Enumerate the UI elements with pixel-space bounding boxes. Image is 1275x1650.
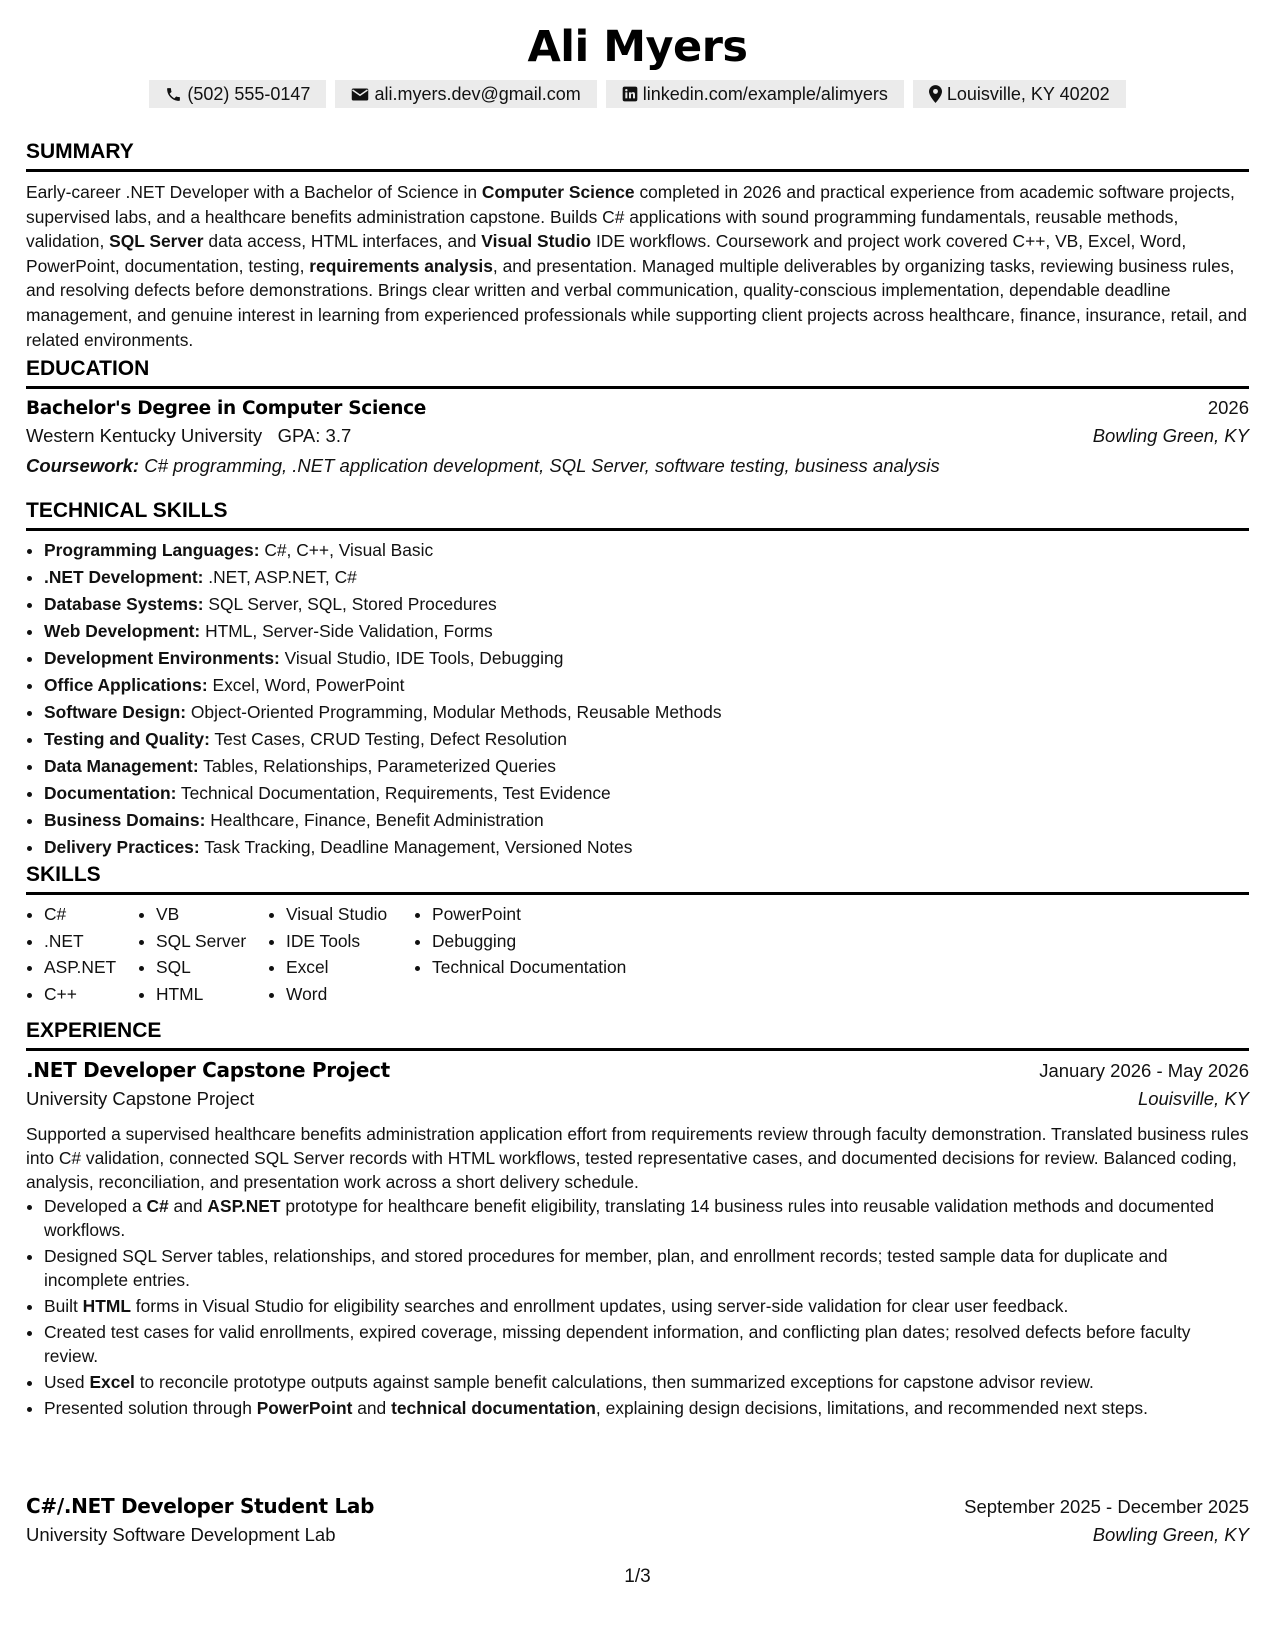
coursework-line: [26, 455, 1249, 485]
skill-category: Development Environments:: [44, 648, 280, 668]
list-item: • C++: [44, 981, 138, 1008]
linkedin-icon: [622, 86, 638, 102]
technical-skills-list: [26, 537, 1249, 861]
list-item: [44, 564, 1249, 591]
section-title: TECHNICAL SKILLS: [26, 499, 228, 522]
summary-highlight: SQL Server: [109, 231, 204, 252]
section-title: EDUCATION: [26, 357, 150, 380]
technical-skills-section: [26, 498, 1249, 861]
skill-values: Object-Oriented Programming, Modular Methods, Reusable Methods: [190, 702, 722, 722]
gpa: GPA: 3.7: [277, 425, 352, 446]
envelope-icon: [351, 87, 369, 102]
phone-text: (502) 555-0147: [187, 83, 311, 104]
contact-bar: [26, 80, 1249, 108]
skill-category: Programming Languages:: [44, 540, 260, 560]
list-item: [44, 672, 1249, 699]
bullet-highlight: technical documentation: [391, 1398, 596, 1418]
section-divider: [26, 169, 1249, 172]
job-title: .NET Developer Capstone Project: [26, 1058, 390, 1082]
list-item: [44, 699, 1249, 726]
bullet-text: prototype for healthcare benefit eligibility, translating 14 business rules into reusable validation methods and documented workflows.: [44, 1196, 1215, 1240]
job-location: Louisville, KY: [1137, 1088, 1249, 1109]
job-dates: September 2025 - December 2025: [964, 1496, 1249, 1517]
contact-location: [913, 80, 1126, 108]
skill-values: Task Tracking, Deadline Management, Versioned Notes: [204, 837, 633, 857]
bullet-text: , explaining design decisions, limitations, and recommended next steps.: [595, 1398, 1148, 1418]
experience-entry: [26, 1494, 1249, 1552]
graduation-year: 2026: [1207, 397, 1249, 418]
list-item: [44, 1396, 1249, 1420]
list-item: • HTML: [156, 981, 268, 1008]
email-text: ali.myers.dev@gmail.com: [374, 83, 581, 104]
list-item: [44, 537, 1249, 564]
summary-text: completed in 2026 and practical experience from academic software projects, supervised labs, and a healthcare benefits administration capstone. Builds C# applications with sound programming fundamentals, reusable methods, validation,: [26, 182, 1235, 252]
skill-category: Testing and Quality:: [44, 729, 210, 749]
summary-paragraph: [26, 180, 1249, 352]
skill-values: Technical Documentation, Requirements, Test Evidence: [180, 783, 611, 803]
list-item: [44, 1294, 1249, 1318]
list-item: [44, 1244, 1249, 1292]
bullet-highlight: C#: [146, 1196, 169, 1216]
skill-values: Visual Studio, IDE Tools, Debugging: [284, 648, 564, 668]
school-name-gpa: [26, 425, 351, 447]
job-bullets: [26, 1194, 1249, 1420]
summary-text: data access, HTML interfaces, and: [203, 231, 482, 252]
bullet-highlight: HTML: [82, 1296, 131, 1316]
degree-row: [26, 397, 1249, 425]
list-item: [44, 834, 1249, 861]
location-pin-icon: [929, 85, 942, 103]
location-text: Louisville, KY 40202: [946, 83, 1110, 104]
section-divider: [26, 892, 1249, 895]
list-item: • ASP.NET: [44, 954, 138, 981]
job-location: Bowling Green, KY: [1092, 1524, 1249, 1545]
list-item: • C#: [44, 901, 138, 928]
experience-entry: [26, 1058, 1249, 1420]
degree-title: Bachelor's Degree in Computer Science: [26, 398, 427, 419]
list-item: • IDE Tools: [286, 928, 414, 955]
page-number: 1/3: [624, 1566, 651, 1587]
section-divider: [26, 386, 1249, 389]
skill-category: Delivery Practices:: [44, 837, 200, 857]
skill-values: HTML, Server-Side Validation, Forms: [205, 621, 493, 641]
skill-category: Documentation:: [44, 783, 177, 803]
list-item: • .NET: [44, 928, 138, 955]
bullet-text: Built: [44, 1296, 83, 1316]
job-dates: January 2026 - May 2026: [1039, 1060, 1249, 1081]
summary-text: IDE workflows. Coursework and project work covered C++, VB, Excel, Word, PowerPoint, documentation, testing,: [26, 231, 1187, 276]
list-item: [44, 645, 1249, 672]
skills-column: [268, 901, 414, 1008]
bullet-text: and: [168, 1196, 208, 1216]
skill-category: Web Development:: [44, 621, 201, 641]
bullet-highlight: PowerPoint: [256, 1398, 353, 1418]
skill-values: Healthcare, Finance, Benefit Administration: [210, 810, 544, 830]
section-title: SKILLS: [26, 863, 101, 886]
section-title: SUMMARY: [26, 140, 134, 163]
experience-section: [26, 1018, 1249, 1422]
list-item: • Visual Studio: [286, 901, 414, 928]
school-location: Bowling Green, KY: [1092, 425, 1249, 446]
summary-highlight: Computer Science: [481, 182, 635, 202]
section-title: EXPERIENCE: [26, 1019, 162, 1042]
list-item: • Debugging: [432, 928, 692, 955]
job-org-row: [26, 1088, 1249, 1116]
job-description: Supported a supervised healthcare benefits administration application effort from requirements review through faculty demonstration. Translated business rules into C# validation, connected SQL Server records with HTML workflows, tested representative cases, and documented decisions for review. Balanced coding, analysis, reconciliation, and presentation work across a short delivery schedule.: [26, 1124, 1249, 1192]
skills-section: [26, 862, 1249, 1008]
skill-values: Tables, Relationships, Parameterized Queries: [203, 756, 556, 776]
bullet-text: Created test cases for valid enrollments, expired coverage, missing dependent information, and conflicting plan dates; resolved defects before faculty review.: [44, 1322, 1191, 1366]
list-item: • Technical Documentation: [432, 954, 692, 981]
job-organization: University Capstone Project: [26, 1088, 255, 1109]
list-item: [44, 618, 1249, 645]
skill-values: C#, C++, Visual Basic: [264, 540, 434, 560]
summary-text: Early-career .NET Developer with a Bachelor of Science in: [26, 182, 482, 202]
bullet-text: forms in Visual Studio for eligibility searches and enrollment updates, using server-side validation for clear user feedback.: [130, 1296, 1069, 1316]
candidate-name: Ali Myers: [527, 22, 748, 72]
list-item: [44, 753, 1249, 780]
bullet-text: to reconcile prototype outputs against sample benefit calculations, then summarized exceptions for capstone advisor review.: [134, 1372, 1094, 1392]
section-divider: [26, 1048, 1249, 1051]
list-item: [44, 591, 1249, 618]
skill-category: Office Applications:: [44, 675, 208, 695]
phone-icon: [165, 86, 182, 103]
summary-highlight: Visual Studio: [481, 231, 592, 252]
coursework-text: C# programming, .NET application development, SQL Server, software testing, business analysis: [144, 455, 940, 476]
skills-column: [414, 901, 692, 1008]
list-item: • PowerPoint: [432, 901, 692, 928]
contact-email[interactable]: [335, 80, 596, 108]
skill-values: SQL Server, SQL, Stored Procedures: [208, 594, 497, 614]
list-item: • Excel: [286, 954, 414, 981]
job-org-row: [26, 1524, 1249, 1552]
list-item: [44, 1194, 1249, 1242]
bullet-highlight: ASP.NET: [207, 1196, 281, 1216]
bullet-text: Developed a: [44, 1196, 147, 1216]
list-item: [44, 726, 1249, 753]
skill-category: Data Management:: [44, 756, 199, 776]
job-header-row: [26, 1494, 1249, 1524]
contact-linkedin[interactable]: [606, 80, 904, 108]
contact-phone[interactable]: [149, 80, 326, 108]
linkedin-text: linkedin.com/example/alimyers: [642, 83, 888, 104]
skill-values: Test Cases, CRUD Testing, Defect Resolution: [214, 729, 567, 749]
list-item: • SQL: [156, 954, 268, 981]
section-divider: [26, 528, 1249, 531]
skills-column: [26, 901, 138, 1008]
skill-values: Excel, Word, PowerPoint: [212, 675, 405, 695]
coursework-label: Coursework:: [26, 455, 140, 476]
summary-section: [26, 139, 1249, 352]
bullet-text: Presented solution through: [44, 1398, 257, 1418]
job-title: C#/.NET Developer Student Lab: [26, 1494, 375, 1518]
school-row: [26, 425, 1249, 455]
bullet-text: Designed SQL Server tables, relationships, and stored procedures for member, plan, and enrollment records; tested sample data for duplicate and incomplete entries.: [44, 1246, 1168, 1290]
skill-category: .NET Development:: [44, 567, 204, 587]
summary-highlight: requirements analysis: [309, 255, 493, 276]
bullet-text: Used: [44, 1372, 90, 1392]
list-item: • Word: [286, 981, 414, 1008]
school-name: Western Kentucky University: [26, 425, 263, 446]
job-header-row: [26, 1058, 1249, 1088]
job-organization: University Software Development Lab: [26, 1524, 336, 1545]
bullet-highlight: Excel: [89, 1372, 135, 1392]
summary-text: , and presentation. Managed multiple deliverables by organizing tasks, reviewing business rules, and resolving defects before demonstrations. Brings clear written and verbal communication, quality-conscious implementation, dependable deadline management, and genuine interest in learning from experienced professionals while supporting client projects across healthcare, finance, insurance, retail, and related environments.: [26, 255, 1247, 350]
education-section: [26, 356, 1249, 485]
skill-category: Software Design:: [44, 702, 187, 722]
list-item: • SQL Server: [156, 928, 268, 955]
skill-category: Business Domains:: [44, 810, 206, 830]
skill-category: Database Systems:: [44, 594, 204, 614]
skills-column: [138, 901, 268, 1008]
list-item: [44, 780, 1249, 807]
skills-columns: [26, 901, 1249, 1008]
list-item: • VB: [156, 901, 268, 928]
bullet-text: and: [352, 1398, 392, 1418]
list-item: [44, 1370, 1249, 1394]
list-item: [44, 807, 1249, 834]
list-item: [44, 1320, 1249, 1368]
skill-values: .NET, ASP.NET, C#: [208, 567, 357, 587]
